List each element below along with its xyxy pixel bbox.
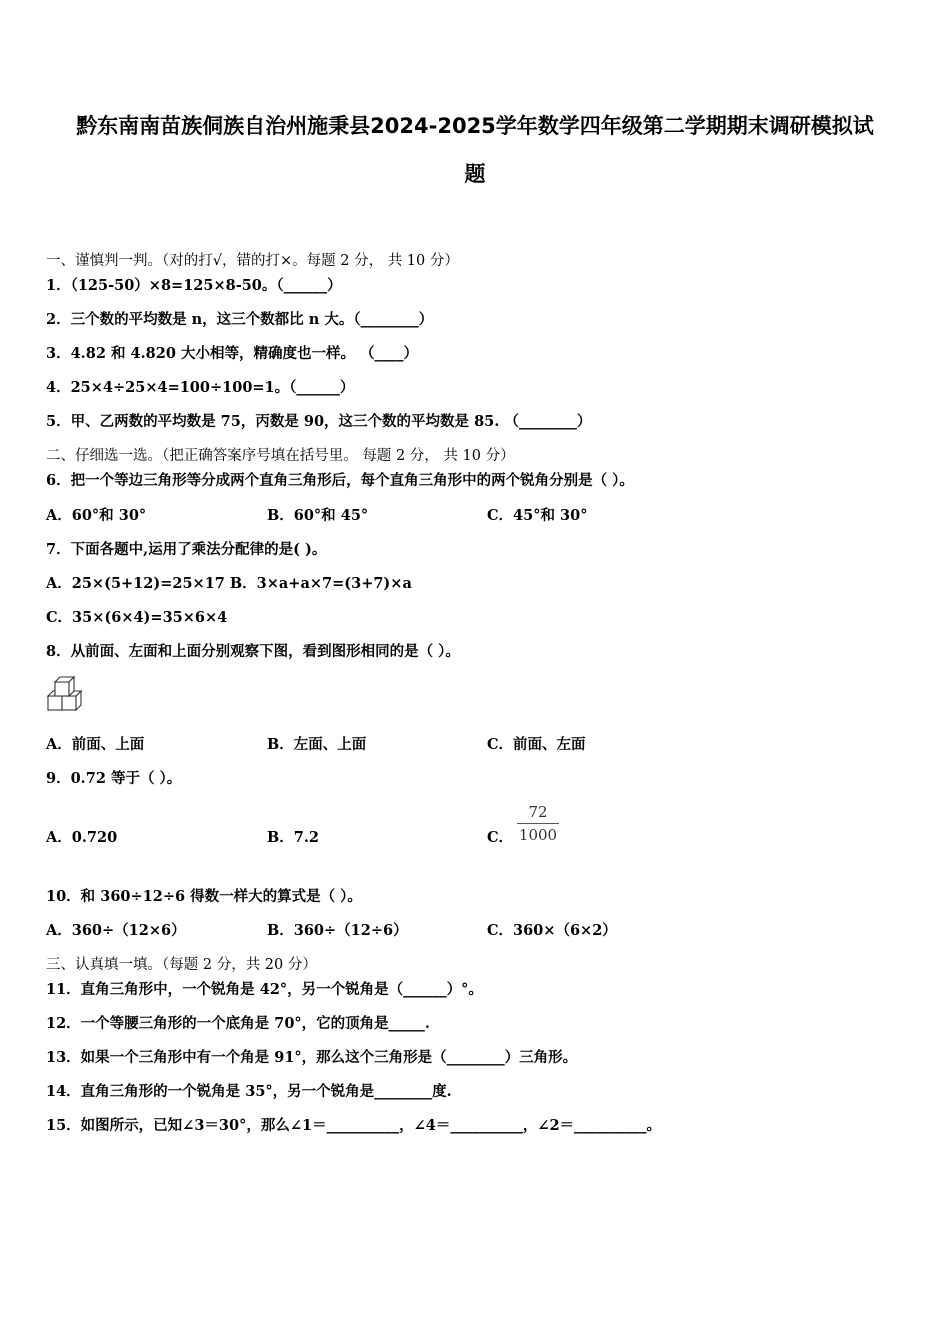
q9-option-c: C． — [487, 829, 514, 846]
question-15: 15．如图所示，已知∠3＝30°，那么∠1＝__________，∠4＝__________，∠2＝__________。 — [46, 1117, 662, 1134]
question-12: 12．一个等腰三角形的一个底角是 70°，它的顶角是_____. — [46, 1015, 430, 1032]
question-11: 11．直角三角形中，一个锐角是 42°，另一个锐角是（______）°。 — [46, 981, 483, 998]
q7-options-ab: A．25×(5+12)=25×17 B．3×a+a×7=(3+7)×a — [46, 575, 412, 592]
question-10: 10．和 360÷12÷6 得数一样大的算式是（ ）。 — [46, 888, 362, 905]
q9-option-a: A．0.720 — [46, 829, 118, 846]
question-8: 8．从前面、左面和上面分别观察下图，看到图形相同的是（ ）。 — [46, 643, 460, 660]
q6-option-b: B．60°和 45° — [267, 507, 369, 524]
question-5: 5．甲、乙两数的平均数是 75，丙数是 90，这三个数的平均数是 85. （________） — [46, 413, 592, 430]
question-6: 6．把一个等边三角形等分成两个直角三角形后，每个直角三角形中的两个锐角分别是（ ）。 — [46, 472, 634, 489]
document-title-line1: 黔东南南苗族侗族自治州施秉县2024-2025学年数学四年级第二学期期末调研模拟试 — [76, 114, 874, 138]
q8-option-c: C．前面、左面 — [487, 736, 586, 753]
q9-option-b: B．7.2 — [267, 829, 319, 846]
section2-heading: 二、仔细选一选。（把正确答案序号填在括号里。 每题 2 分， 共 10 分） — [46, 448, 515, 464]
q9-fraction — [517, 802, 559, 845]
document-title-line2: 题 — [464, 162, 486, 186]
question-9: 9．0.72 等于（ ）。 — [46, 770, 182, 787]
section3-heading: 三、认真填一填。（每题 2 分，共 20 分） — [46, 957, 317, 973]
q6-option-c: C．45°和 30° — [487, 507, 588, 524]
question-7: 7．下面各题中,运用了乘法分配律的是( )。 — [46, 541, 327, 558]
question-14: 14．直角三角形的一个锐角是 35°，另一个锐角是________度. — [46, 1083, 452, 1100]
fraction-numerator: 72 — [528, 803, 548, 821]
q10-option-a: A．360÷（12×6） — [46, 922, 186, 939]
question-3: 3．4.82 和 4.820 大小相等，精确度也一样。 （____） — [46, 345, 418, 362]
q6-option-a: A．60°和 30° — [46, 507, 147, 524]
question-4: 4．25×4÷25×4=100÷100=1。（______） — [46, 379, 355, 396]
q10-option-c: C．360×（6×2） — [487, 922, 617, 939]
fraction-bar — [517, 823, 559, 824]
q10-option-b: B．360÷（12÷6） — [267, 922, 408, 939]
q8-option-a: A．前面、上面 — [46, 736, 145, 753]
cube-stack-icon — [46, 674, 90, 714]
question-2: 2．三个数的平均数是 n，这三个数都比 n 大。（________） — [46, 311, 434, 328]
fraction-denominator: 1000 — [518, 826, 558, 844]
q8-option-b: B．左面、上面 — [267, 736, 367, 753]
question-1: 1．（125-50）×8=125×8-50。（______） — [46, 277, 342, 294]
q7-option-c: C．35×(6×4)=35×6×4 — [46, 609, 228, 626]
question-13: 13．如果一个三角形中有一个角是 91°，那么这个三角形是（________）三角形。 — [46, 1049, 578, 1066]
section1-heading: 一、谨慎判一判。（对的打√，错的打×。每题 2 分， 共 10 分） — [46, 253, 459, 269]
